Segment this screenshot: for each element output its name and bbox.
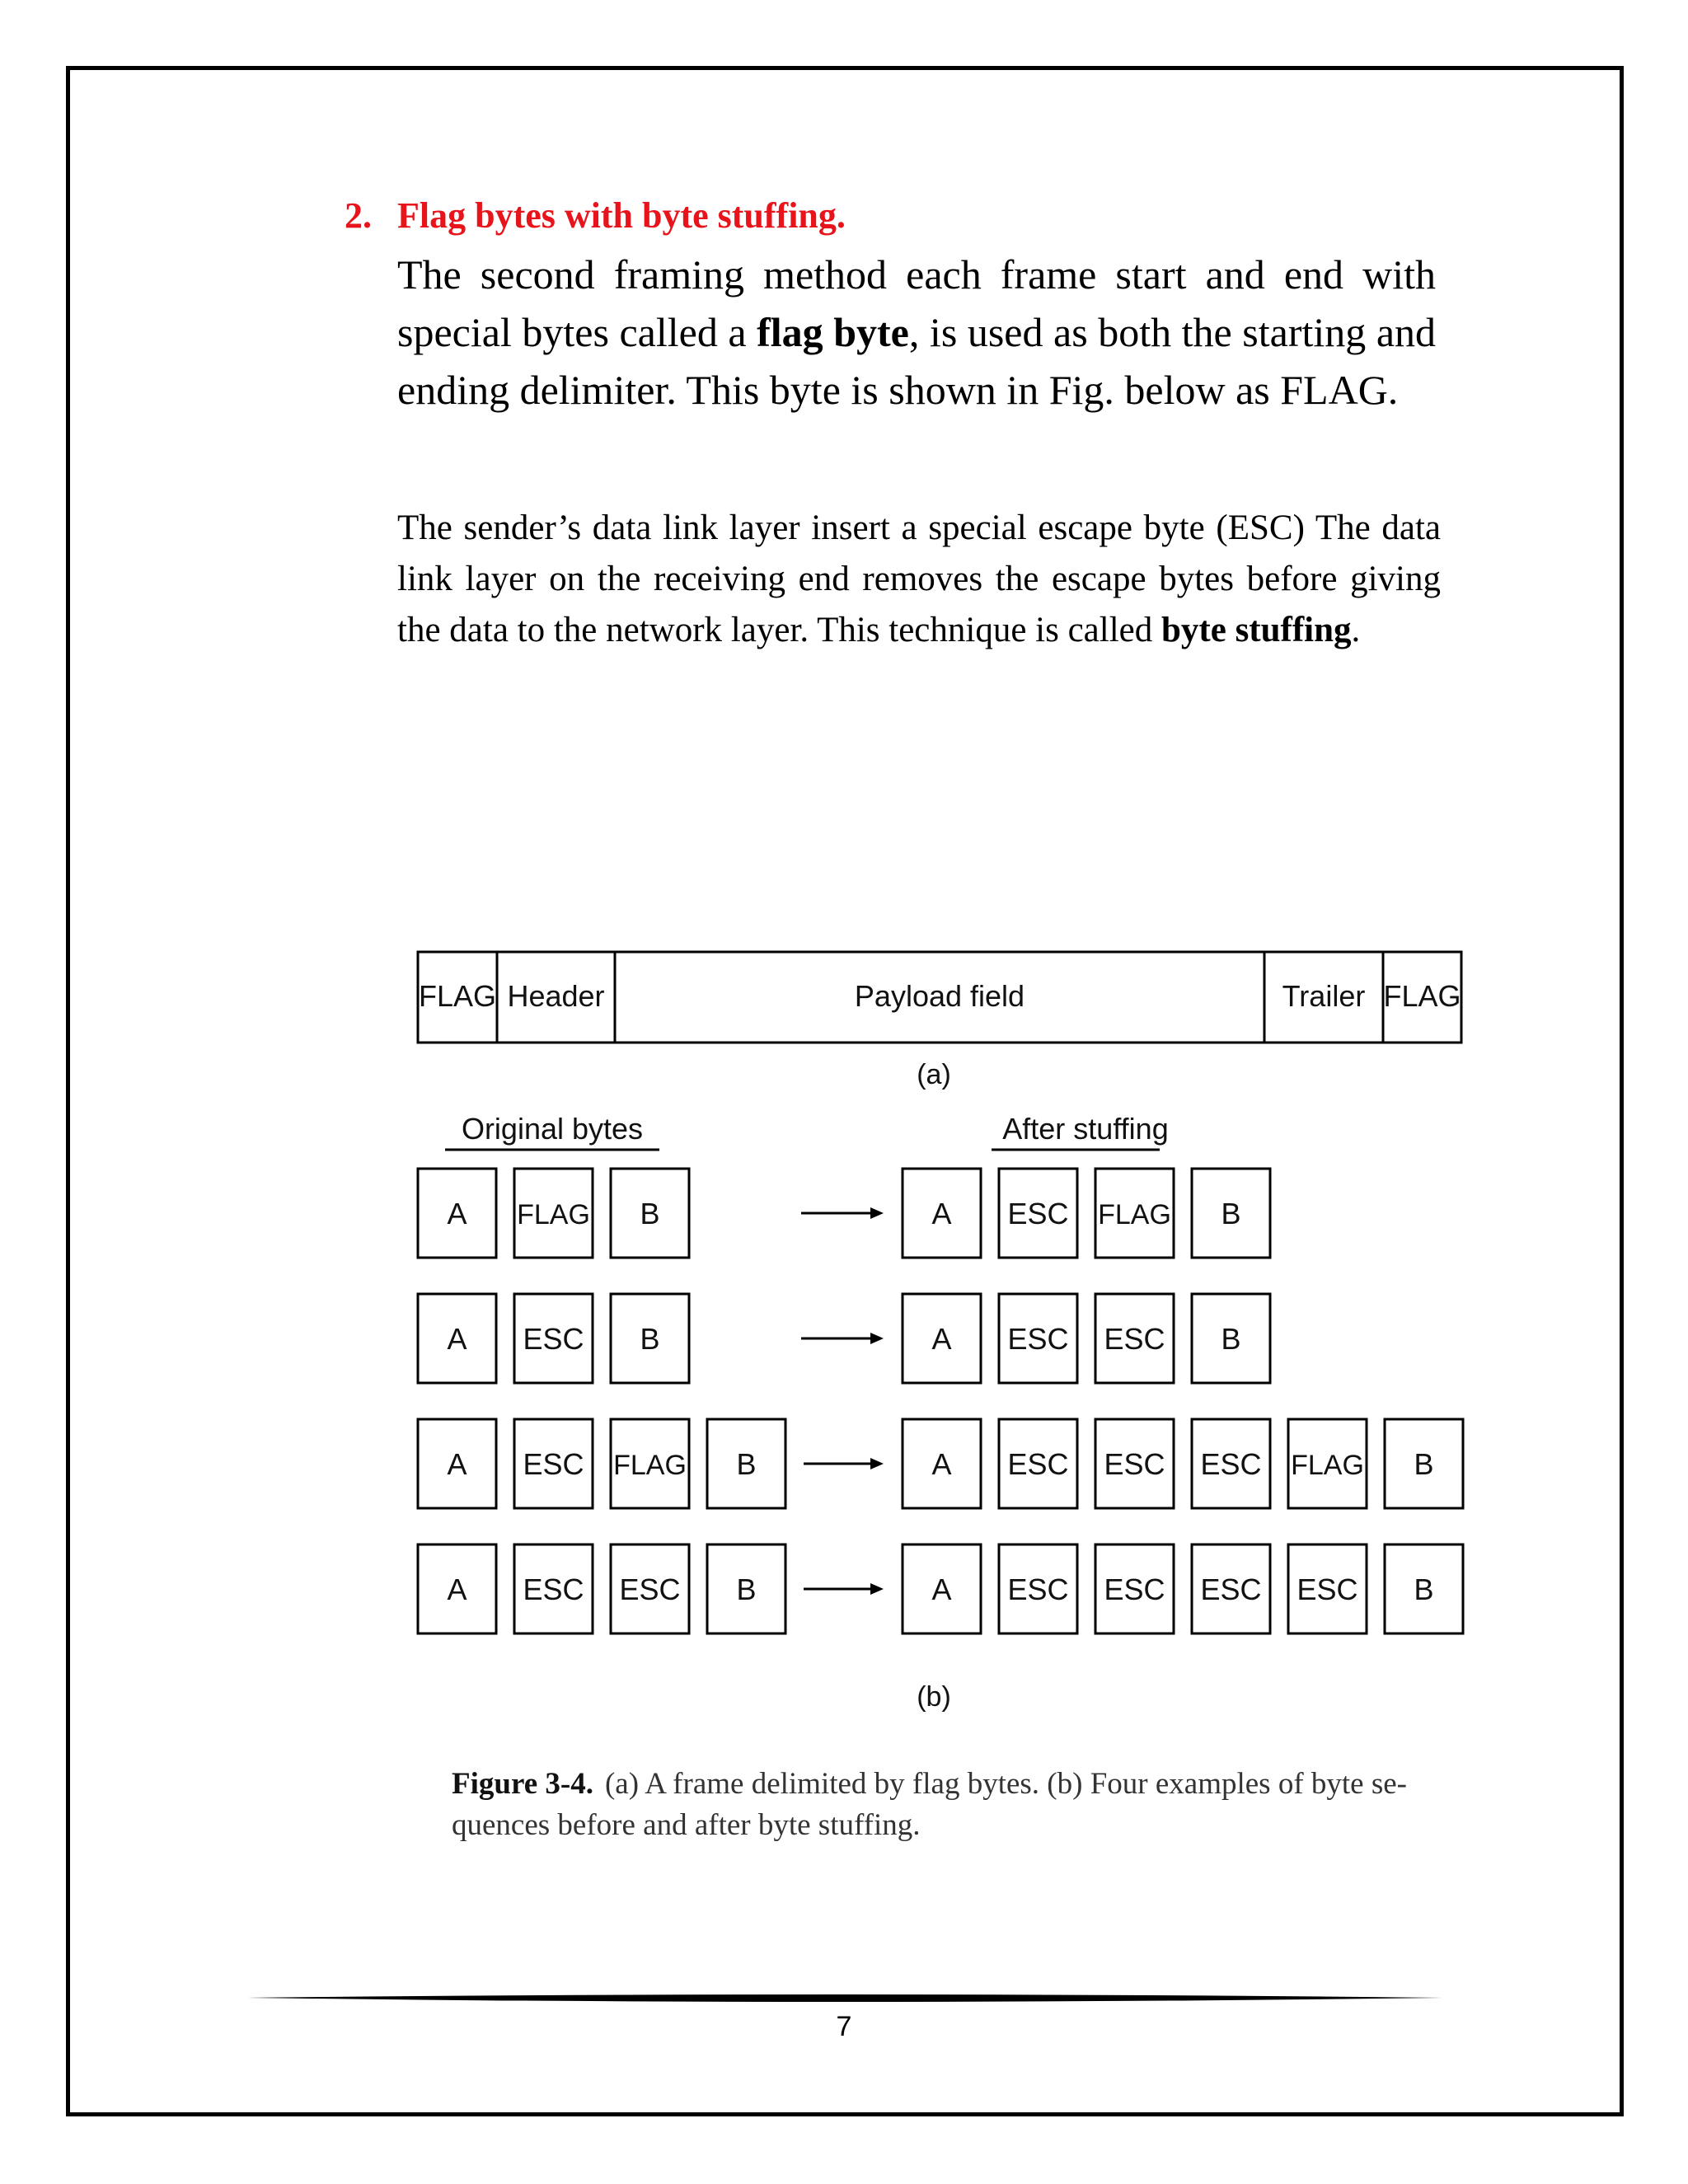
stuffed-byte-flag-label: FLAG — [1291, 1450, 1364, 1481]
original-byte-b-label: B — [736, 1572, 757, 1606]
original-byte-a-label: A — [447, 1447, 467, 1481]
original-byte-a-label: A — [447, 1572, 467, 1606]
stuffed-byte-esc-label: ESC — [1007, 1322, 1069, 1356]
stuffed-byte-esc-label: ESC — [1296, 1572, 1358, 1606]
frame-diagram — [418, 952, 1461, 1043]
original-byte-a-label: A — [447, 1322, 467, 1356]
stuffed-byte-esc-label: ESC — [1007, 1197, 1069, 1230]
stuffed-byte-esc-label: ESC — [1104, 1447, 1165, 1481]
after-stuffing-heading: After stuffing — [1002, 1112, 1169, 1146]
example-row-3 — [418, 1419, 1463, 1508]
stuffing-text-start: The sender’s data link layer insert a special escape byte (ESC) The data link layer on the receiving end removes the escape bytes before giving the data to the network layer. This technique is called — [397, 509, 1441, 649]
section-number: 2. — [345, 195, 372, 236]
stuffed-byte-esc-label: ESC — [1104, 1572, 1165, 1606]
original-byte-a-label: A — [447, 1197, 467, 1230]
original-byte-esc-label: ESC — [523, 1447, 584, 1481]
arrow-head — [870, 1583, 884, 1595]
original-byte-flag-label: FLAG — [517, 1199, 590, 1230]
original-byte-flag-label: FLAG — [613, 1450, 687, 1481]
stuffed-byte-b-label: B — [1414, 1447, 1434, 1481]
original-byte-esc-label: ESC — [619, 1572, 681, 1606]
original-byte-b-label: B — [736, 1447, 757, 1481]
stuffed-byte-a-label: A — [931, 1572, 952, 1606]
figure-label-a: (a) — [917, 1059, 951, 1090]
stuffed-byte-a-label: A — [931, 1447, 952, 1481]
original-byte-esc-label: ESC — [523, 1322, 584, 1356]
stuffing-examples — [418, 1169, 1463, 1633]
arrow-head — [870, 1333, 884, 1344]
frame-field-payload-field: Payload field — [854, 979, 1025, 1013]
stuffed-byte-esc-label: ESC — [1104, 1322, 1165, 1356]
frame-field-flag: FLAG — [1383, 979, 1461, 1013]
stuffing-text-end: . — [1351, 611, 1361, 649]
intro-text-end: , is used as both the starting and ending delimiter. This byte is shown in Fig. below as FLAG. — [397, 309, 1437, 413]
stuffed-byte-esc-label: ESC — [1200, 1572, 1262, 1606]
original-bytes-heading: Original bytes — [461, 1112, 644, 1146]
stuffing-bold-term: byte stuffing — [1161, 611, 1352, 649]
arrow-head — [870, 1207, 884, 1219]
section-title: Flag bytes with byte stuffing. — [397, 195, 846, 236]
frame-field-header: Header — [507, 979, 605, 1013]
example-row-1 — [418, 1169, 1270, 1258]
stuffed-byte-b-label: B — [1414, 1572, 1434, 1606]
footer-divider — [247, 1990, 1442, 2008]
example-row-4 — [418, 1544, 1463, 1633]
stuffed-byte-flag-label: FLAG — [1098, 1199, 1171, 1230]
stuffed-byte-a-label: A — [931, 1322, 952, 1356]
arrow-head — [870, 1458, 884, 1469]
figure-caption — [452, 1764, 1432, 1846]
stuffed-byte-a-label: A — [931, 1197, 952, 1230]
original-byte-b-label: B — [640, 1322, 660, 1356]
figure-caption-text: (a) A frame delimited by flag bytes. (b) Four examples of byte se-quences before and after byte stuffing. — [452, 1767, 1407, 1842]
stuffed-byte-esc-label: ESC — [1200, 1447, 1262, 1481]
frame-field-trailer: Trailer — [1282, 979, 1366, 1013]
page-number: 7 — [836, 2011, 852, 2042]
original-byte-b-label: B — [640, 1197, 660, 1230]
frame-field-flag: FLAG — [418, 979, 497, 1013]
stuffed-byte-b-label: B — [1221, 1322, 1241, 1356]
intro-text-start: The second framing method each frame start and end with special bytes called a — [397, 251, 1436, 355]
intro-bold-term: flag byte — [757, 309, 909, 355]
original-byte-esc-label: ESC — [523, 1572, 584, 1606]
figure-caption-label: Figure 3-4. — [452, 1767, 593, 1801]
example-row-2 — [418, 1294, 1270, 1383]
stuffed-byte-esc-label: ESC — [1007, 1572, 1069, 1606]
stuffed-byte-b-label: B — [1221, 1197, 1241, 1230]
figure-label-b: (b) — [917, 1681, 951, 1713]
stuffed-byte-esc-label: ESC — [1007, 1447, 1069, 1481]
